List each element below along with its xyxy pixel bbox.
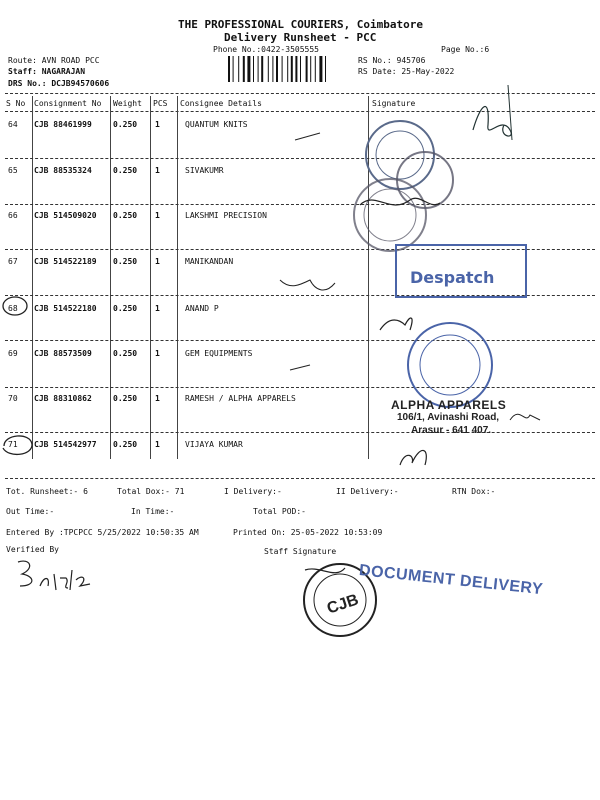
drs-number: DRS No.: DCJB94570606 <box>8 79 110 88</box>
entered-by: Entered By :TPCPCC 5/25/2022 10:50:35 AM <box>6 528 199 537</box>
page-number: Page No.:6 <box>441 45 490 54</box>
total-runsheet: Tot. Runsheet:- 6 <box>6 487 88 496</box>
row-pcs: 1 <box>155 394 160 403</box>
row-sno: 70 <box>8 394 18 403</box>
row-weight: 0.250 <box>113 166 138 175</box>
i-delivery: I Delivery:- <box>224 487 282 496</box>
column-header-consignment: Consignment No <box>34 99 102 108</box>
row-sno: 71 <box>8 440 18 449</box>
row-consignee: GEM EQUIPMENTS <box>185 349 253 358</box>
row-pcs: 1 <box>155 257 160 266</box>
row-consignment: CJB 88310862 <box>34 394 92 403</box>
rs-date: RS Date: 25-May-2022 <box>358 67 455 76</box>
column-header-pcs: PCS <box>153 99 168 108</box>
staff-name: Staff: NAGARAJAN <box>8 67 86 76</box>
despatch-stamp-text: Despatch <box>410 268 495 287</box>
row-sno: 64 <box>8 120 18 129</box>
column-header-signature: Signature <box>372 99 416 108</box>
row-sno: 67 <box>8 257 18 266</box>
row-pcs: 1 <box>155 120 160 129</box>
row-consignment: CJB 88461999 <box>34 120 92 129</box>
row-consignment: CJB 514542977 <box>34 440 97 449</box>
row-consignee: ANAND P <box>185 304 219 313</box>
route: Route: AVN ROAD PCC <box>8 56 100 65</box>
row-consignment: CJB 514522189 <box>34 257 97 266</box>
rs-number: RS No.: 945706 <box>358 56 426 65</box>
row-consignee: MANIKANDAN <box>185 257 234 266</box>
verified-signature <box>10 556 100 596</box>
row-pcs: 1 <box>155 211 160 220</box>
column-header-consignee: Consignee Details <box>180 99 262 108</box>
row-pcs: 1 <box>155 304 160 313</box>
row-consignment: CJB 88573509 <box>34 349 92 358</box>
row-sno: 68 <box>8 304 18 313</box>
row-weight: 0.250 <box>113 120 138 129</box>
signature-scribbles <box>240 85 560 485</box>
staff-signature-label: Staff Signature <box>264 547 337 556</box>
row-weight: 0.250 <box>113 257 138 266</box>
row-consignee: RAMESH / ALPHA APPARELS <box>185 394 296 403</box>
row-pcs: 1 <box>155 349 160 358</box>
row-weight: 0.250 <box>113 394 138 403</box>
handwritten-circle-icon <box>0 430 36 460</box>
row-sno: 66 <box>8 211 18 220</box>
row-weight: 0.250 <box>113 304 138 313</box>
rtn-dox: RTN Dox:- <box>452 487 496 496</box>
out-time: Out Time:- <box>6 507 55 516</box>
document-title: Delivery Runsheet - PCC <box>224 31 377 44</box>
row-consignee: QUANTUM KNITS <box>185 120 248 129</box>
row-weight: 0.250 <box>113 211 138 220</box>
row-consignee: SIVAKUMR <box>185 166 224 175</box>
cjb-stamp-text: CJB <box>325 591 361 618</box>
printed-on: Printed On: 25-05-2022 10:53:09 <box>233 528 383 537</box>
alpha-apparels-stamp-address: 106/1, Avinashi Road, <box>397 412 500 423</box>
row-pcs: 1 <box>155 440 160 449</box>
phone-number: Phone No.:0422-3505555 <box>213 45 319 54</box>
company-name: THE PROFESSIONAL COURIERS, Coimbatore <box>178 18 424 31</box>
row-pcs: 1 <box>155 166 160 175</box>
column-header-weight: Weight <box>113 99 142 108</box>
verified-by-label: Verified By <box>6 545 59 554</box>
alpha-apparels-stamp-city: Arasur - 641 407. <box>411 425 492 436</box>
row-sno: 65 <box>8 166 18 175</box>
document-delivery-stamp: DOCUMENT DELIVERY <box>358 562 544 599</box>
row-consignment: CJB 88535324 <box>34 166 92 175</box>
handwritten-circle-icon <box>0 294 30 318</box>
row-weight: 0.250 <box>113 440 138 449</box>
total-pod: Total POD:- <box>253 507 306 516</box>
row-consignment: CJB 514509020 <box>34 211 97 220</box>
in-time: In Time:- <box>131 507 175 516</box>
ii-delivery: II Delivery:- <box>336 487 399 496</box>
total-dox: Total Dox:- 71 <box>117 487 185 496</box>
row-consignee: LAKSHMI PRECISION <box>185 211 267 220</box>
alpha-apparels-stamp-name: ALPHA APPARELS <box>391 398 507 412</box>
row-consignee: VIJAYA KUMAR <box>185 440 243 449</box>
barcode <box>226 56 346 82</box>
row-consignment: CJB 514522180 <box>34 304 97 313</box>
column-header-sno: S No <box>6 99 26 108</box>
row-sno: 69 <box>8 349 18 358</box>
row-weight: 0.250 <box>113 349 138 358</box>
